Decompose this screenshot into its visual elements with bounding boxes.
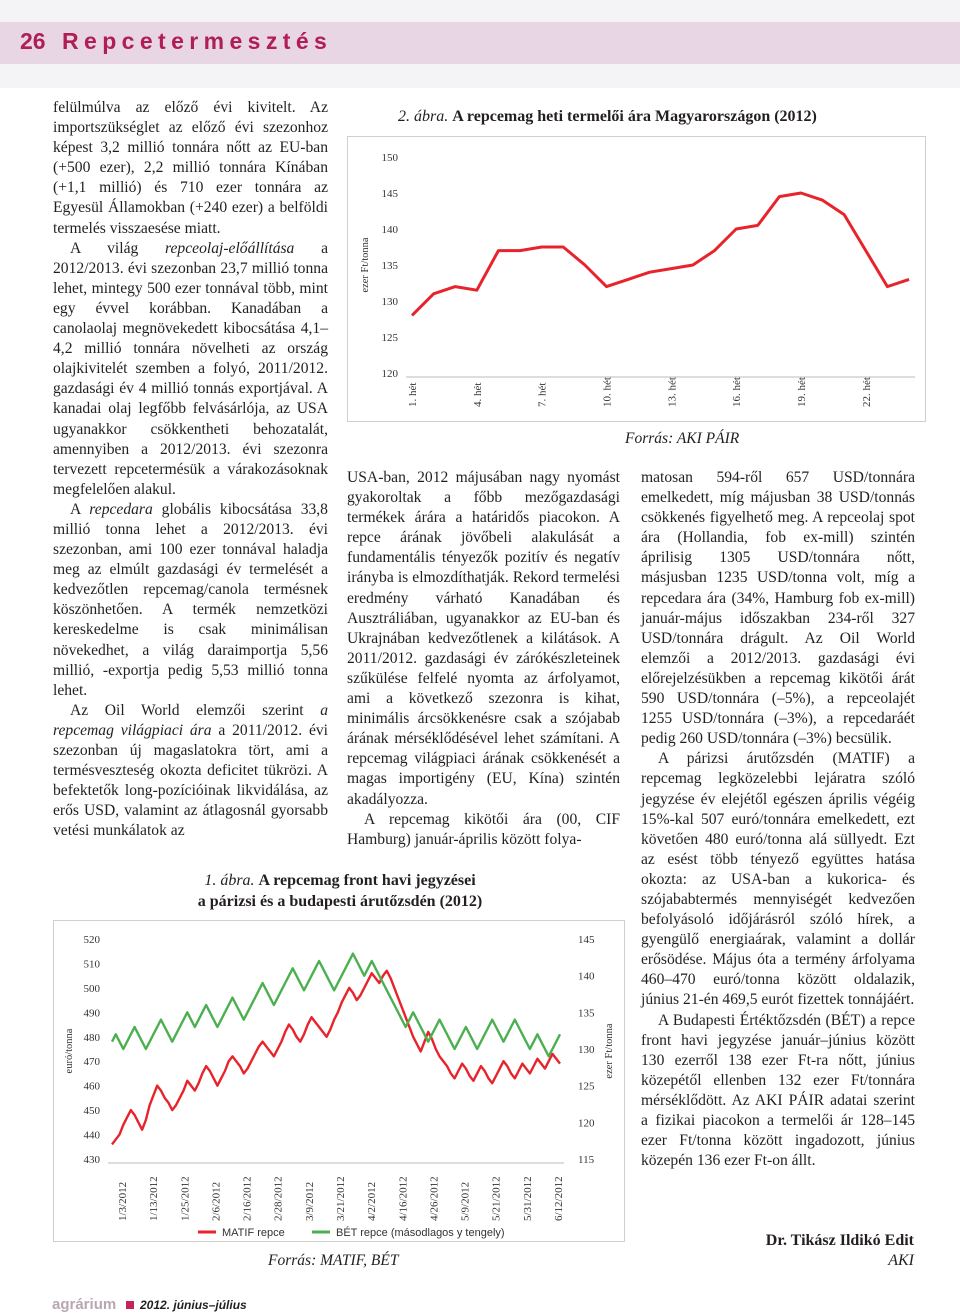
y-tick-label: 130 xyxy=(381,296,398,308)
x-tick-label: 5/21/2012 xyxy=(490,1176,503,1221)
left-paragraph-1: felülmúlva az előző évi kivitelt. Az importszükséglet az előző évi szezonhoz képest 3,2 millió tonnára nőtt az EU-ban (+500 ezer), 2,2 millió tonnára Kínában (+1,1 millió) és 710 ezer tonnára az Egyesül Államokban (+240 ezer) a belföldi termelés visszaesése miatt. xyxy=(53,99,328,237)
x-tick-label: 1/13/2012 xyxy=(148,1176,161,1221)
x-tick-label: 5/9/2012 xyxy=(459,1181,472,1221)
matif-line xyxy=(112,971,560,1145)
left-paragraph-3: A repcedara globális kibocsátása 33,8 millió tonna lehet a 2012/2013. évi szezonban, ami 100 ezer tonnával haladja meg az elmúlt gazdasági év termelését a kedvezőtlen repcemag/canola termésnek köszönhetően. A termék nemzetközi kereskedelme is csak minimálisan növekedhet, a világ daraimportja 5,56 millió, -exportja pedig 5,53 millió tonna lehet. xyxy=(53,500,328,699)
page-number: 26 xyxy=(20,28,46,54)
x-tick-label: 1/3/2012 xyxy=(117,1181,129,1221)
x-tick-label: 2/28/2012 xyxy=(272,1176,285,1221)
page-header xyxy=(0,0,960,88)
x-tick-label: 7. hét xyxy=(536,382,549,407)
figure-1-chart xyxy=(53,920,625,1242)
x-tick-label: 5/31/2012 xyxy=(521,1176,534,1221)
y-tick-label: 490 xyxy=(83,1007,100,1020)
middle-column xyxy=(347,468,620,850)
legend-matif-label: MATIF repce xyxy=(222,1227,285,1239)
footer-brand: agrárium xyxy=(52,1296,117,1313)
y-tick-label: 120 xyxy=(381,368,398,380)
figure-2-title: A repcemag heti termelői ára Magyarországon (2012) xyxy=(452,108,817,125)
y-tick-label: 125 xyxy=(381,332,398,344)
y2-tick-label: 130 xyxy=(578,1044,595,1056)
y-tick-label: 430 xyxy=(83,1154,100,1166)
right-paragraph-3: A Budapesti Értéktőzsdén (BÉT) a repce front havi jegyzése január–június között 130 ezerről 138 ezer Ft-ra nőtt, június közepétől ellenben 132 ezer Ft/tonnára mérséklődött. Az AKI PÁIR adatai szerint a fizikai piacokon a termelői ár 128–145 ezer Ft/tonna között ingadozott, június közepén 136 ezer Ft-on állt. xyxy=(641,1011,915,1170)
footer-square xyxy=(126,1301,134,1309)
bet-line xyxy=(112,954,560,1057)
legend-bet-label: BÉT repce (másodlagos y tengely) xyxy=(336,1227,505,1239)
right-paragraph-2: A párizsi árutőzsdén (MATIF) a repcemag legközelebbi lejáratra szóló jegyzése év elejétől egészen április végéig 15%-kal 507 euró/tonnára emelkedett, ezt követően 480 euró/tonna alá süllyedt. Ezt az esést több tényező együttes hatása okozta: az USA-ban a kukorica- és szójababtermés mennyiségét kedvezően befolyásoló időjárásról szóló hírek, a gyengülő energiaárak, valamint a dollár erősödése. Május óta a termény árfolyama 460–470 euró/tonna között oldalazik, június 21-én 469,5 eurót fizettek tonnájáért. xyxy=(641,750,915,1009)
y-tick-label: 450 xyxy=(83,1105,100,1118)
y-tick-label: 440 xyxy=(83,1129,100,1142)
y-tick-label: 470 xyxy=(83,1056,100,1069)
left-paragraph-2: A világ repceolaj-előállítása a 2012/2013. évi szezonban 23,7 millió tonna lehet, mintegy 500 ezer tonnával több, mint egy évvel korábban. Kanadában a canolaolaj megnövekedett kibocsátása 4,1–4,2 millió tonnára növelheti az ország olajkivitelét szemben a folyó, 2011/2012. gazdasági év 4 millió tonnás exportjával. A kanadai olaj legfőbb felvásárlója, az USA ugyanakkor csökkentheti behozatalát, amennyiben a 2012/2013. évi szezonra tervezett repcetermésük a várakozásoknak megfelelően alakul. xyxy=(53,239,328,498)
figure-2-chart xyxy=(347,136,926,422)
x-tick-label: 2/16/2012 xyxy=(241,1176,254,1221)
producer-price-line xyxy=(412,193,909,315)
y-axis-title: ezer Ft/tonna xyxy=(360,237,371,293)
footer-date: 2012. június–július xyxy=(140,1298,247,1312)
x-tick-label: 6/12/2012 xyxy=(553,1176,565,1221)
y-tick-label: 140 xyxy=(381,224,398,236)
y2-tick-label: 135 xyxy=(578,1007,595,1020)
x-tick-label: 19. hét xyxy=(795,377,808,407)
x-tick-label: 4/26/2012 xyxy=(428,1176,441,1221)
y-tick-label: 135 xyxy=(381,260,398,272)
author-affiliation: AKI xyxy=(888,1252,914,1269)
right-paragraph-1: matosan 594-ről 657 USD/tonnára emelkedett, míg májusban 38 USD/tonnás csökkenés figyelhető meg. A repceolaj spot ára (Hollandia, fob ex-mill) szintén áprilisig 1305 USD/tonnára nőtt, másjusban 1235 USD/tonna volt, míg a repcedara ára (34%, Hamburg fob ex-mill) január-május időszakban 234-ről 327 USD/tonnára drágult. Az Oil World elemzői a 2012/2013. gazdasági évi előrejelzésükben a repcemag kikötői árát 590 USD/tonnára (–5%), a repceolajét 1255 USD/tonnára (–3%), a repcedaráét pedig 260 USD/tonnára (–3%) becsülik. xyxy=(641,469,915,748)
x-tick-label: 4/16/2012 xyxy=(397,1176,410,1221)
y-tick-label: 510 xyxy=(83,958,100,971)
figure-2-svg xyxy=(348,137,925,421)
y2-tick-label: 115 xyxy=(578,1154,595,1166)
right-column xyxy=(641,468,915,1171)
figure-2-number: 2. ábra. xyxy=(398,108,449,125)
x-tick-label: 1/25/2012 xyxy=(179,1176,192,1221)
y-tick-label: 500 xyxy=(83,982,100,995)
middle-paragraph-2: A repcemag kikötői ára (00, CIF Hamburg) január-április között folya- xyxy=(347,810,620,848)
figure-1-number: 1. ábra. xyxy=(204,872,255,889)
x-tick-label: 4. hét xyxy=(471,382,484,407)
y-tick-label: 145 xyxy=(381,188,398,200)
figure-1-source: Forrás: MATIF, BÉT xyxy=(268,1252,399,1269)
x-tick-label: 4/2/2012 xyxy=(366,1181,379,1221)
section-title: Repcetermesztés xyxy=(62,28,333,54)
left-paragraph-4: Az Oil World elemzői szerint a repcemag világpiaci ára a 2011/2012. évi szezonban új magaslatokra tört, ami a termésveszteség okozta deficitet tükrözi. A befektetők long-pozícióinak likvidálása, az erős USD, valamint az átlagosnál gyorsabb vetési munkálatok az xyxy=(53,701,328,840)
x-tick-label: 3/9/2012 xyxy=(303,1181,316,1221)
figure-1-caption xyxy=(180,870,500,912)
x-tick-label: 13. hét xyxy=(666,377,679,407)
figure-1-title-line1: A repcemag front havi jegyzései xyxy=(258,872,476,889)
y-tick-label: 480 xyxy=(83,1031,100,1044)
figure-1-svg xyxy=(54,921,624,1241)
y2-tick-label: 120 xyxy=(578,1117,595,1130)
x-tick-label: 3/21/2012 xyxy=(335,1176,347,1221)
author-name: Dr. Tikász Ildikó Edit xyxy=(765,1232,914,1249)
y2-tick-label: 140 xyxy=(578,970,595,983)
figure-2-source: Forrás: AKI PÁIR xyxy=(625,430,740,447)
x-tick-label: 22. hét xyxy=(860,377,873,407)
figure-1-title-line2: a párizsi és a budapesti árutőzsdén (2012) xyxy=(197,893,483,910)
y2-axis-title: ezer Ft/tonna xyxy=(604,1023,615,1079)
x-tick-label: 16. hét xyxy=(731,377,744,407)
y2-tick-label: 145 xyxy=(578,934,595,946)
y-tick-label: 520 xyxy=(83,934,100,946)
y-tick-label: 150 xyxy=(381,152,398,164)
x-tick-label: 1. hét xyxy=(407,382,419,407)
y-axis-title: euró/tonna xyxy=(64,1028,75,1074)
x-tick-label: 10. hét xyxy=(601,377,614,407)
y2-tick-label: 125 xyxy=(578,1080,595,1093)
left-column xyxy=(53,98,328,841)
figure-2-caption xyxy=(398,106,817,127)
y-tick-label: 460 xyxy=(83,1080,100,1093)
x-tick-label: 2/6/2012 xyxy=(210,1181,223,1221)
middle-paragraph-1: USA-ban, 2012 májusában nagy nyomást gyakoroltak a főbb mezőgazdasági termékek árára a határidős piacokon. A repce árának jövőbeli alakulását a fundamentális tényezők pozitív és negatív irányba is elmozdíthatják. Rekord termelési eredmény várható Kanadában és Ausztráliában, ugyanakkor az EU-ban és Ukrajnában kedvezőtlenek a kilátások. A 2011/2012. gazdasági év zárókészleteinek szűkülése felfelé nyomta az árfolyamot, ami a következő szezonra is kihat, minimális árcsökkenésre csak a szójabab árának mérséklődésével lehet számítani. A repcemag világpiaci árának csökkenését a magas importigény (EU, Kína) szintén akadályozza. xyxy=(347,469,620,808)
